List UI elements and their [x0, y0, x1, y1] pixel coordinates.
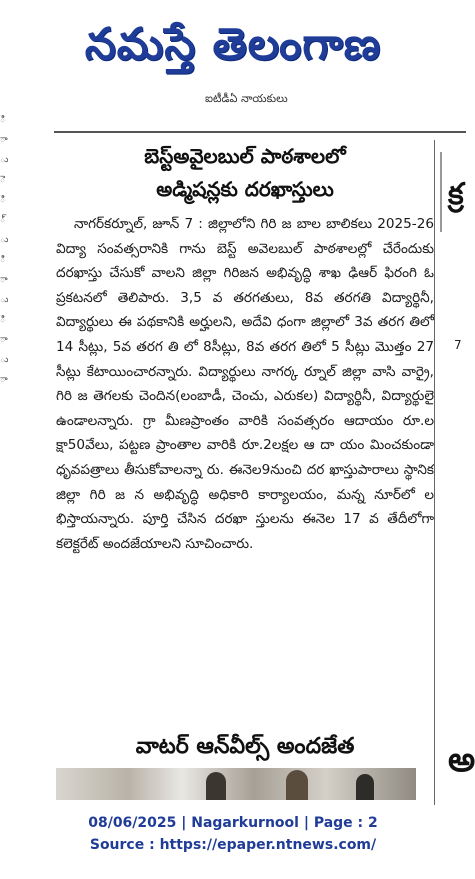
- article-headline: [56, 140, 434, 206]
- headline-line-1: బెస్ట్‌అవైలబుల్ పాఠశాలలో: [144, 144, 346, 168]
- footer-source: Source : https://epaper.ntnews.com/: [89, 837, 377, 853]
- next-article-headline: వాటర్ ఆన్‌వీల్స్ అందజేత: [135, 734, 355, 759]
- left-fragment-char: ు: [0, 295, 9, 305]
- person-figure: [356, 774, 374, 800]
- article-photo: [56, 768, 416, 800]
- left-fragment-char: ా: [0, 135, 8, 145]
- right-headline-glyph: క్ర: [448, 177, 464, 212]
- left-fragment-char: ు: [0, 155, 9, 165]
- left-fragment-char: ి: [0, 315, 6, 325]
- right-column-fragment: [440, 150, 475, 800]
- right-bottom-glyph: అ: [448, 740, 475, 780]
- left-fragment-char: ా: [0, 375, 8, 385]
- left-fragment-char: ి: [0, 195, 6, 205]
- previous-article-fragment: ఐటీడీఏ నాయకులు: [205, 92, 288, 105]
- newspaper-logo-title: నమస్తే తెలంగాణ: [84, 19, 382, 70]
- footer-date-edition: 08/06/2025 | Nagarkurnool | Page : 2: [88, 815, 378, 831]
- right-headline-box: [440, 152, 468, 232]
- left-fragment-char: ు: [0, 235, 9, 245]
- headline-line-2: అడ్మిషన్లకు దరఖాస్తులు: [156, 177, 334, 201]
- column-divider: [434, 140, 435, 805]
- left-fragment-char: ్: [0, 215, 6, 225]
- masthead: [0, 0, 466, 96]
- left-fragment-char: ా: [0, 275, 8, 285]
- left-fragment-char: ి: [0, 115, 6, 125]
- article-body: నాగర్‌కర్నూల్, జూన్ 7 : జిల్లాలోని గిరి జ బాల బాలికలు 2025-26 విద్యా సంవత్సరానికి గాను బెస్ట్ అవెలబుల్ పాఠశాలల్లో చేరేందుకు దరఖాస్తు చేసుకో వాలని జిల్లా గిరిజన అభివృద్ధి శాఖ ఢిఆర్ ఫిరంగి ఓ ప్రకటనలో తెలిపారు. 3,5 వ తరగతులు, 8వ తరగతి విద్యార్థినీ, విద్యార్థులు ఈ పథకానికి అర్హులని, అదేవి ధంగా జిల్లాలో 3వ తరగ తిలో 14 సీట్లు, 5వ తరగ తి లో 8సీట్లు, 8వ తరగ తిలో 5 సీట్లు మొత్తం 27 సీట్లు కేటాయించారన్నారు. విద్యార్థులు నాగర్క ర్నూల్ జిల్లా వాసి వార్రై, గిరి జ తెగలకు చెందిన(లంబాడీ, చెంచు, ఎరుకల) విద్యార్థినీ, విద్యార్థులై ఉండాలన్నారు. గ్రా మీణప్రాంతం వారికి సంవత్సరం ఆదాయం రూ.ల క్షా50వేలు, పట్టణ ప్రాంతాల వారికి రూ.2లక్షల ఆ దా యం మించకుండా ధృవపత్రాలు తీసుకోవాలన్నా రు. ఈనెల9నుంచి దర ఖాస్తుపారాలు స్థానిక జిల్లా గిరి జ న అభివృద్ధి అధికారి కార్యాలయం, మన్న నూర్‌లో ల భిస్తాయన్నారు. పూర్తి చేసిన దరఖా స్తులను ఈనెల 17 వ తేదీలోగా కలెక్టరేట్ అందజేయాలని సూచించారు.: [56, 216, 434, 552]
- left-fragment-char: ె: [0, 175, 6, 185]
- left-column-fragment: [0, 110, 8, 410]
- left-fragment-char: ి: [0, 255, 6, 265]
- page-footer: [0, 812, 466, 856]
- person-figure: [286, 770, 308, 800]
- person-figure: [206, 772, 226, 800]
- left-fragment-char: ా: [0, 335, 8, 345]
- news-article: [56, 140, 434, 556]
- right-text-digit: 7: [454, 338, 462, 352]
- left-fragment-char: ు: [0, 355, 9, 365]
- divider-rule: [54, 131, 466, 133]
